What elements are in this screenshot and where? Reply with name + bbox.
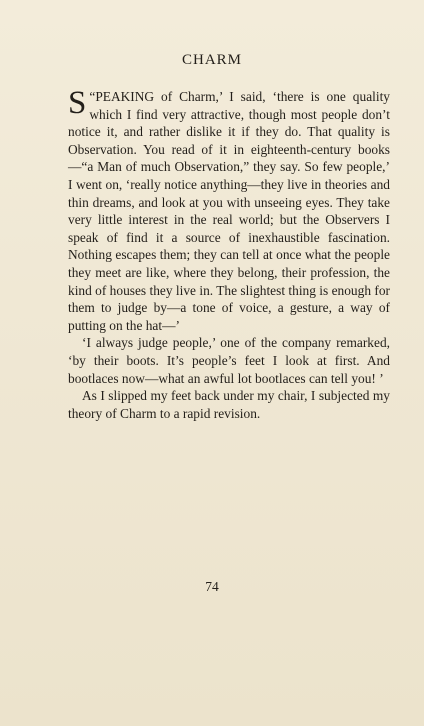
drop-cap: S [68, 85, 87, 121]
paragraph-3: As I slipped my feet back under my chair, I subjected my theory of Charm to a rapid revision. [68, 388, 390, 421]
opening-quote: “ [89, 89, 96, 104]
body-text [68, 85, 390, 422]
running-head-title: CHARM [181, 52, 242, 68]
paragraph-1 [68, 85, 390, 334]
page-number: 74 [205, 579, 219, 594]
paragraph-1-text: PEAKING of Charm,’ I said, ‘there is one quality which I find very attractive, though most people don’t notice it, and rather dislike it if they do. That quality is Observation. You read of it in eighteenth-century books—“a Man of much Observation,” they say. So few people,’ I went on, ‘really notice anything—they live in theories and thin dreams, and look at you with unseeing eyes. They take very little interest in the real world; but the Observers I speak of find it a source of inexhaustible fascination. Nothing escapes them; they can tell at once what the people they meet are like, where they belong, their profession, the kind of houses they live in. The slightest thing is enough for them to judge by—a tone of voice, a gesture, a way of putting on the hat—’ [68, 89, 390, 333]
paragraph-2: ‘I always judge people,’ one of the company remarked, ‘by their boots. It’s people’s feet I look at first. And bootlaces now—what an awful lot bootlaces can tell you! ’ [68, 335, 390, 386]
